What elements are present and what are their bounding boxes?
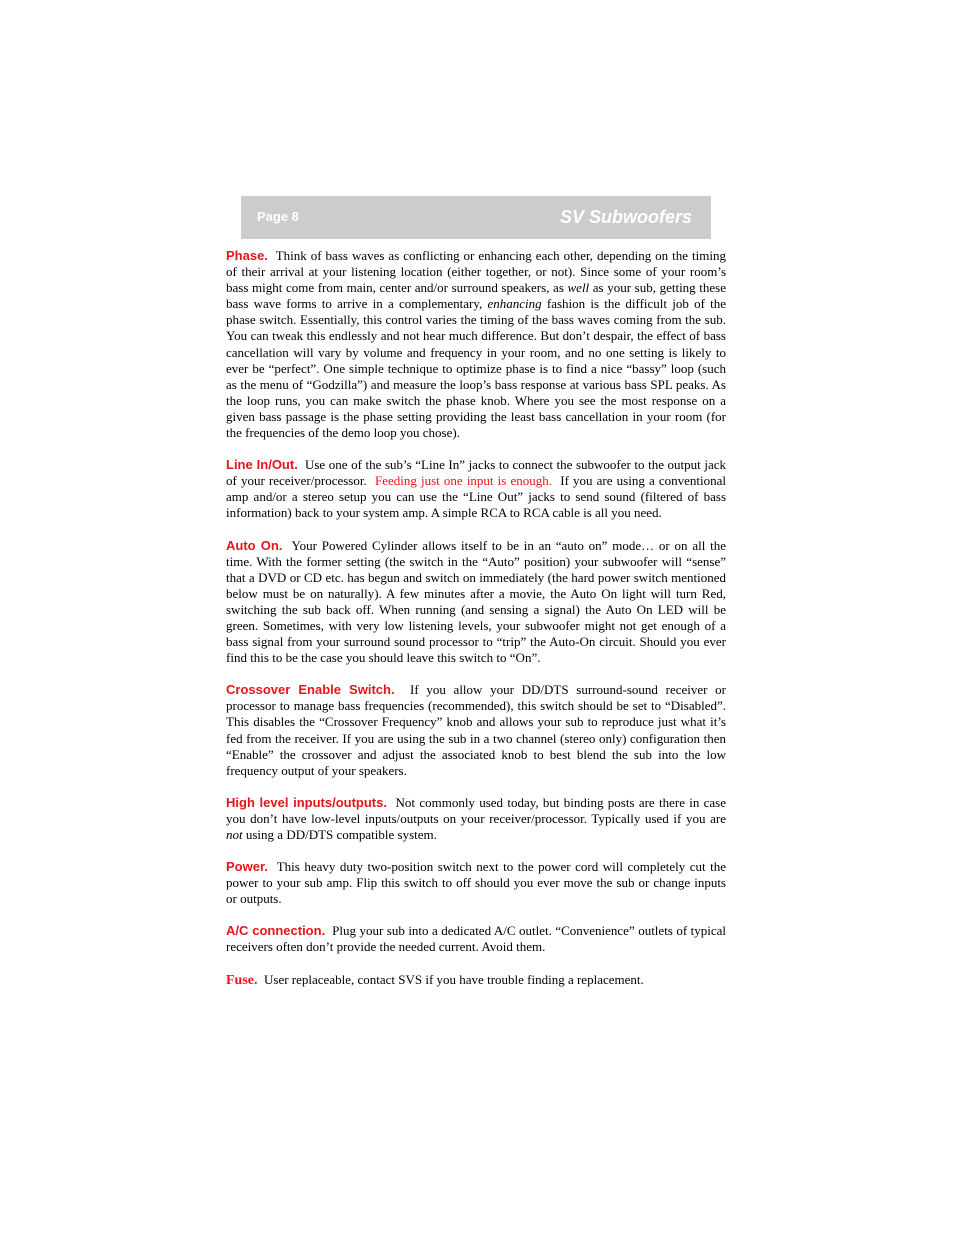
section-auto-on: [226, 538, 726, 667]
crossover-text: If you allow your DD/DTS surround-sound receiver or processor to manage bass frequencies (recommended), this switch should be set to “Disabled”. This disables the “Crossover Frequency” knob and allows your sub to reproduce just what it’s fed from the receiver. If you are using the sub in a two channel (stereo only) configuration then “Enable” the crossover and adjust the associated knob to best blend the sub into the low frequency output of your speakers.: [226, 682, 726, 778]
section-heading-high-level: High level inputs/outputs.: [226, 794, 387, 810]
phase-text-3: fashion is the difficult job of the phase switch. Essentially, this control varies the timing of the bass waves coming from the sub. You can tweak this endlessly and not hear much difference. But don’t despair, the effect of bass cancellation will vary by volume and frequency in your room, and no one setting is likely to ever be “perfect”. One simple technique to optimize phase is to find a nice “bassy” loop (such as the menu of “Godzilla”) and measure the loop’s bass response at various bass SPL peaks. As the loop runs, you can make switch the phase knob. Where you see the most response on a given bass passage is the phase setting providing the least bass cancellation in your room (for the frequencies of the demo loop you chose).: [226, 296, 726, 441]
page-header-bar: [241, 196, 711, 239]
section-ac-connection: [226, 923, 726, 955]
line-in-out-highlight: Feeding just one input is enough.: [375, 473, 552, 489]
section-heading-auto-on: Auto On.: [226, 537, 283, 553]
section-heading-line-in-out: Line In/Out.: [226, 457, 298, 473]
section-phase: [226, 248, 726, 441]
ac-connection-text: Plug your sub into a dedicated A/C outlet. “Convenience” outlets of typical receivers often don’t provide the needed current. Avoid them.: [226, 923, 727, 955]
power-text: This heavy duty two-position switch next to the power cord will completely cut the power to your sub amp. Flip this switch to off should you ever move the sub or change inputs or outputs.: [226, 859, 727, 907]
phase-emphasis-enhancing: enhancing: [487, 296, 542, 312]
section-heading-power: Power.: [226, 859, 268, 875]
section-power: [226, 859, 726, 907]
section-line-in-out: [226, 457, 726, 521]
section-fuse: [226, 972, 726, 989]
page-number: Page 8: [257, 209, 299, 224]
phase-text-1: Think of bass waves as conflicting or enhancing each other, depending on the timing of their arrival at your listening location (either together, or not). Since some of your room’s bass might come from main, center and/or surround speakers, as: [226, 248, 727, 296]
high-level-text-2: using a DD/DTS compatible system.: [242, 827, 437, 842]
high-level-emphasis-not: not: [226, 827, 243, 842]
section-high-level: [226, 795, 726, 843]
high-level-text-1: Not commonly used today, but binding posts are there in case you don’t have low-level inputs/outputs on your receiver/processor. Typically used if you are: [226, 794, 727, 826]
auto-on-text: Your Powered Cylinder allows itself to be in an “auto on” mode… or on all the time. With the former setting (the switch in the “Auto” position) your subwoofer will “sense” that a DVD or CD etc. has begun and switch on immediately (the hard power switch mentioned below must be on naturally). A few minutes after a movie, the Auto On light will turn Red, switching the sub back off. When running (and sensing a signal) the Auto On LED will be green. Sometimes, with very low listening levels, your subwoofer might not get enough of a bass signal from your surround sound processor to “trip” the Auto-On circuit. Should you ever find this to be the case you should leave this switch to “On”.: [226, 537, 726, 666]
line-in-out-text-1: Use one of the sub’s “Line In” jacks to connect the subwoofer to the output jack of your receiver/processor.: [226, 457, 727, 489]
phase-emphasis-well: well: [567, 280, 590, 296]
section-heading-crossover: Crossover Enable Switch.: [226, 682, 395, 698]
manual-content: [226, 248, 726, 989]
section-heading-ac-connection: A/C connection.: [226, 923, 326, 939]
section-heading-phase: Phase.: [226, 248, 268, 263]
phase-text-2: as your sub, getting these bass wave forms to arrive in a complementary,: [226, 280, 726, 312]
line-in-out-text-2: If you are using a conventional amp and/or a stereo setup you can use the “Line Out” jacks to send sound (filtered of bass information) back to your system amp. A simple RCA to RCA cable is all you need.: [226, 473, 726, 521]
section-heading-fuse: Fuse.: [226, 972, 258, 988]
section-crossover: [226, 682, 726, 779]
fuse-text: User replaceable, contact SVS if you have trouble finding a replacement.: [264, 971, 644, 987]
brand-title: SV Subwoofers: [559, 207, 692, 227]
